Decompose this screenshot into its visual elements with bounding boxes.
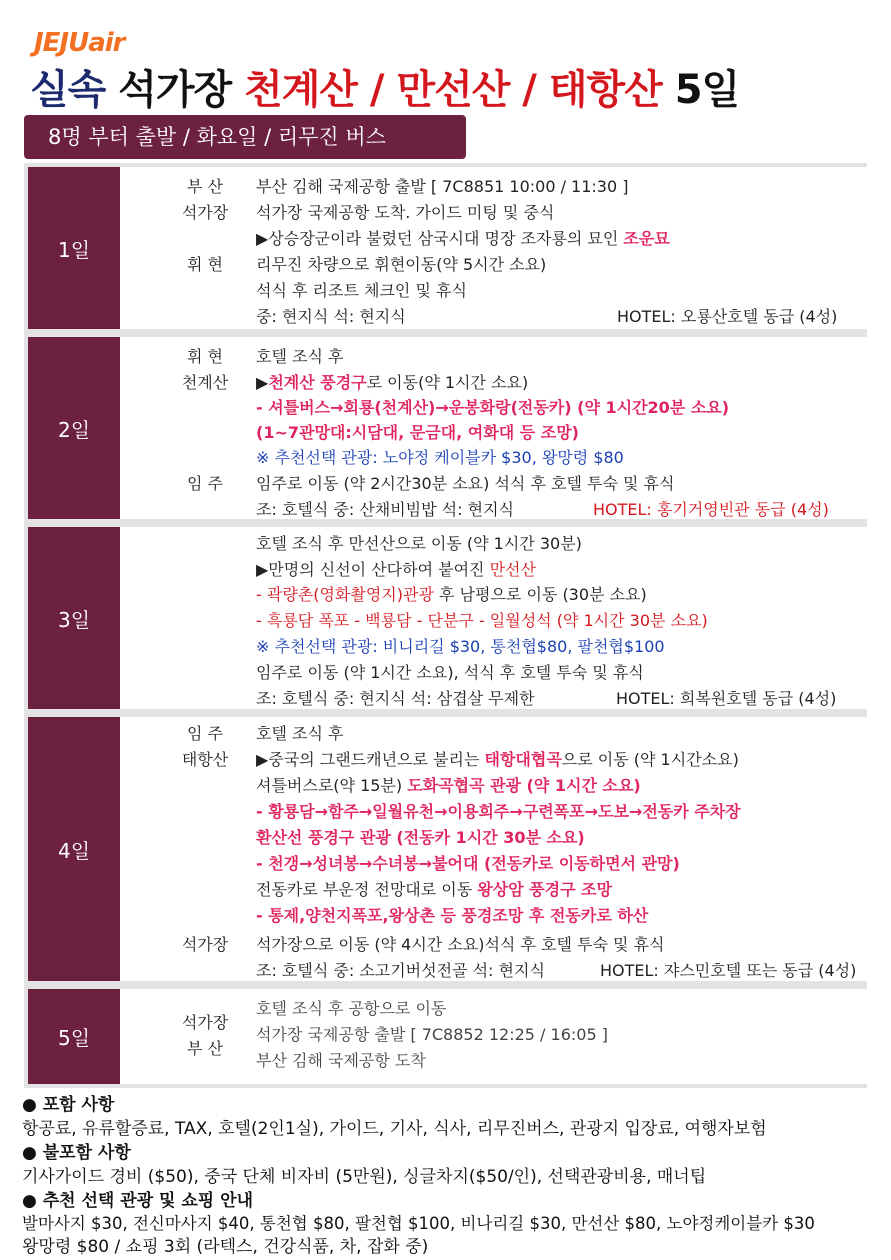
- place-label: 임 주: [187, 724, 223, 743]
- place-label: 태항산: [181, 750, 229, 769]
- day-content-4: [120, 717, 867, 981]
- itinerary-line: 부산 김해 국제공항 출발 [ 7C8851 10:00 / 11:30 ]: [256, 177, 629, 196]
- day-content-1: [120, 167, 867, 329]
- itinerary-line: 석가장 국제공항 도착. 가이드 미팅 및 중식: [256, 203, 555, 222]
- itinerary-line: 호텔 조식 후 만선산으로 이동 (약 1시간 30분): [256, 534, 582, 553]
- highlight-text: 태항대협곡: [484, 750, 562, 769]
- day-label-4: 4일: [28, 717, 120, 981]
- itinerary-text: 후 남평으로 이동 (30분 소요): [433, 585, 647, 604]
- optional-tour-line: ※ 추천선택 관광: 노야정 케이블카 $30, 왕망령 $80: [256, 448, 624, 467]
- itinerary-line: - 천갱→성녀봉→수녀봉→불어대 (전동카로 이동하면서 관망): [256, 854, 680, 873]
- options-text: 왕망령 $80 / 쇼핑 3회 (라텍스, 건강식품, 차, 잡화 중): [22, 1237, 429, 1257]
- itinerary-line: [256, 229, 670, 249]
- highlight-text: 도화곡협곡 관광 (약 1시간 소요): [407, 776, 641, 795]
- place-label: 부 산: [187, 177, 223, 196]
- optional-tour-line: ※ 추천선택 관광: 비니리길 $30, 통천협$80, 팔천협$100: [256, 637, 665, 656]
- jejuair-logo: JEJUair: [34, 28, 125, 58]
- itinerary-line: 석식 후 리조트 체크인 및 휴식: [256, 281, 467, 300]
- options-heading: ● 추천 선택 관광 및 쇼핑 안내: [22, 1191, 253, 1211]
- itinerary-line: - 황룡담→함주→일월유천→이용희주→구련폭포→도보→전동카 주차장: [256, 802, 741, 821]
- highlight-text: 조운묘: [623, 229, 670, 248]
- day-row-1: [24, 163, 867, 333]
- day-label-5: 5일: [28, 989, 120, 1084]
- place-label: 석가장: [181, 935, 229, 954]
- itinerary-line: 석가장으로 이동 (약 4시간 소요)석식 후 호텔 투숙 및 휴식: [256, 935, 665, 954]
- itinerary-line: [256, 373, 528, 393]
- itinerary-line: [256, 585, 647, 605]
- hotel-info: HOTEL: 쟈스민호텔 또는 동급 (4성): [600, 961, 857, 980]
- hotel-info: HOTEL: 희복원호텔 동급 (4성): [616, 689, 837, 708]
- itinerary-line: 리무진 차량으로 휘현이동(약 5시간 소요): [256, 255, 547, 274]
- itinerary-line: [256, 776, 641, 796]
- excluded-heading: ● 불포함 사항: [22, 1143, 131, 1163]
- itinerary-line: - 셔틀버스→회룡(천계산)→운봉화랑(전동카) (약 1시간20분 소요): [256, 398, 730, 417]
- title-part-2: 석가장: [118, 67, 232, 113]
- itinerary-line: [256, 880, 612, 900]
- itinerary-text: ▶중국의 그랜드캐년으로 불리는: [256, 750, 485, 769]
- itinerary-text: 로 이동(약 1시간 소요): [366, 373, 529, 392]
- highlight-text: 만선산: [489, 560, 536, 579]
- itinerary-line: 호텔 조식 후: [256, 347, 344, 366]
- itinerary-line: - 통제,양천지폭포,왕상촌 등 풍경조망 후 전동카로 하산: [256, 906, 649, 925]
- itinerary-line: 호텔 조식 후: [256, 724, 344, 743]
- place-label: 석가장: [181, 1013, 229, 1032]
- itinerary-text: 전동카로 부운정 전망대로 이동: [256, 880, 478, 899]
- options-text: 발마사지 $30, 전신마사지 $40, 통천협 $80, 팔천협 $100, 비나리길 $30, 만선산 $80, 노야정케이블카 $30: [22, 1214, 815, 1233]
- place-label: 석가장: [181, 203, 229, 222]
- itinerary-line: [256, 750, 739, 770]
- day-label-3: 3일: [28, 527, 120, 709]
- day-label-1: 1일: [28, 167, 120, 329]
- hotel-info: HOTEL: 홍기거영빈관 동급 (4성): [593, 500, 829, 519]
- title-part-3: 천계산 / 만선산 / 태항산: [244, 67, 662, 113]
- itinerary-line: [256, 560, 536, 580]
- title-part-1: 실속: [30, 67, 106, 113]
- day-content-2: [120, 337, 867, 519]
- meal-line: 중: 현지식 석: 현지식: [256, 307, 406, 326]
- day-content-3: [120, 527, 867, 709]
- day-row-2: [24, 333, 867, 523]
- place-label: 부 산: [187, 1039, 223, 1058]
- page-title: [30, 58, 739, 115]
- meal-line: 조: 호텔식 중: 산채비빔밥 석: 현지식: [256, 500, 514, 519]
- itinerary-line: 환산선 풍경구 관광 (전동카 1시간 30분 소요): [256, 828, 585, 847]
- day-row-4: [24, 713, 867, 985]
- highlight-text: - 곽량촌(영화촬영지)관광: [256, 585, 434, 604]
- place-label: 휘 현: [187, 255, 223, 274]
- day-content-5: [120, 989, 867, 1084]
- itinerary-text: 으로 이동 (약 1시간소요): [561, 750, 739, 769]
- itinerary-text: ▶만명의 신선이 산다하여 붙여진: [256, 560, 490, 579]
- place-label: 천계산: [181, 373, 229, 392]
- itinerary-line: 임주로 이동 (약 2시간30분 소요) 석식 후 호텔 투숙 및 휴식: [256, 474, 675, 493]
- highlight-text: 천계산 풍경구: [268, 373, 367, 392]
- day-row-3: [24, 523, 867, 713]
- title-part-4: 5일: [674, 67, 740, 113]
- excluded-text: 기사가이드 경비 ($50), 중국 단체 비자비 (5만원), 싱글차지($50/인), 선택관광비용, 매너팁: [22, 1167, 707, 1187]
- included-text: 항공료, 유류할증료, TAX, 호텔(2인1실), 가이드, 기사, 식사, 리무진버스, 관광지 입장료, 여행자보험: [22, 1119, 767, 1139]
- itinerary-text: 셔틀버스로(약 15분): [256, 776, 408, 795]
- day-label-2: 2일: [28, 337, 120, 519]
- highlight-text: 왕상암 풍경구 조망: [477, 880, 613, 899]
- subtitle-bar: 8명 부터 출발 / 화요일 / 리무진 버스: [24, 115, 466, 159]
- itinerary-line: 호텔 조식 후 공항으로 이동: [256, 999, 447, 1018]
- included-heading: ● 포함 사항: [22, 1095, 115, 1115]
- itinerary-line: 석가장 국제공항 출발 [ 7C8852 12:25 / 16:05 ]: [256, 1025, 608, 1044]
- day-row-5: [24, 985, 867, 1088]
- hotel-info: HOTEL: 오룡산호텔 동급 (4성): [617, 307, 838, 326]
- meal-line: 조: 호텔식 중: 소고기버섯전골 석: 현지식: [256, 961, 545, 980]
- meal-line: 조: 호텔식 중: 현지식 석: 삼겹살 무제한: [256, 689, 535, 708]
- itinerary-text: ▶: [256, 373, 269, 392]
- place-label: 휘 현: [187, 347, 223, 366]
- itinerary-line: - 흑룡담 폭포 - 백룡담 - 단분구 - 일월성석 (약 1시간 30분 소요): [256, 611, 708, 630]
- place-label: 임 주: [187, 474, 223, 493]
- itinerary-line: 부산 김해 국제공항 도착: [256, 1051, 426, 1070]
- itinerary-line: 임주로 이동 (약 1시간 소요), 석식 후 호텔 투숙 및 휴식: [256, 663, 644, 682]
- itinerary-line: (1~7관망대:시담대, 문금대, 여화대 등 조망): [256, 423, 579, 442]
- itinerary-text: ▶상승장군이라 불렸던 삼국시대 명장 조자룡의 묘인: [256, 229, 624, 248]
